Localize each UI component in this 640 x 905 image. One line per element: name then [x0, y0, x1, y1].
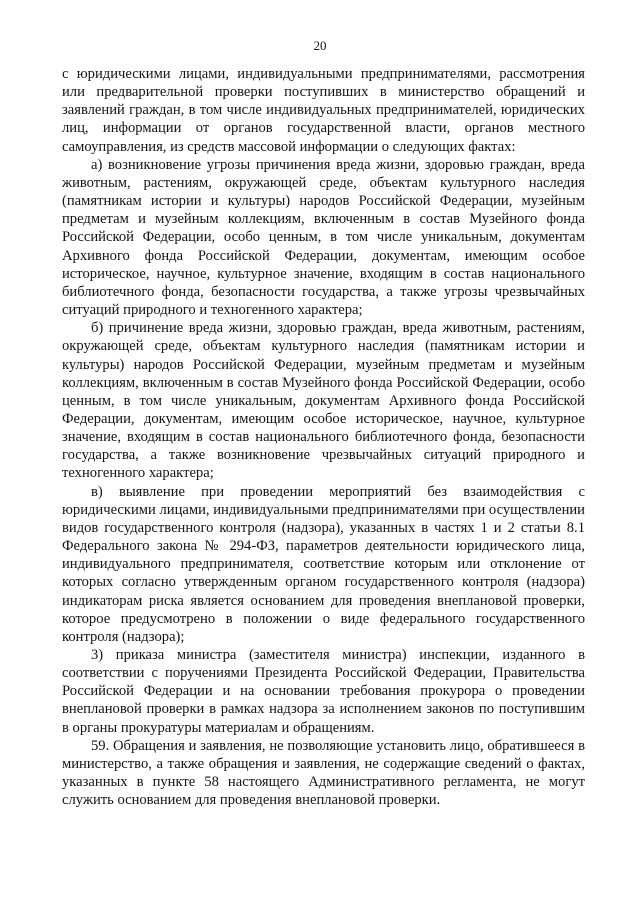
- paragraph-item-a: а) возникновение угрозы причинения вреда жизни, здоровью граждан, вреда животным, растениям, окружающей среде, объектам культурного наследия (памятникам истории и культуры) народов Российской Федерации, музейным предметам и музейным коллекциям, включенным в состав Музейного фонда Российской Федерации, особо ценным, в том числе уникальным, документам Архивного фонда Российской Федерации, документам, имеющим особое историческое, научное, культурное значение, входящим в состав национального библиотечного фонда, безопасности государства, а также угрозы чрезвычайных ситуаций природного и техногенного характера;: [62, 156, 585, 319]
- document-body: [62, 65, 585, 809]
- paragraph-item-v: в) выявление при проведении мероприятий без взаимодействия с юридическими лицами, индивидуальными предпринимателями при осуществлении видов государственного контроля (надзора), указанных в частях 1 и 2 статьи 8.1 Федерального закона № 294-ФЗ, параметров деятельности юридического лица, индивидуального предпринимателя, соответствие которым или отклонение от которых согласно утвержденным органом государственного контроля (надзора) индикаторам риска является основанием для проведения внеплановой проверки, которое предусмотрено в положении о виде федерального государственного контроля (надзора);: [62, 483, 585, 645]
- paragraph-item-59: 59. Обращения и заявления, не позволяющие установить лицо, обратившееся в министерство, а также обращения и заявления, не содержащие сведений о фактах, указанных в пункте 58 настоящего Административного регламента, не могут служить основанием для проведения внеплановой проверки.: [62, 737, 585, 809]
- page-number: 20: [313, 38, 327, 53]
- paragraph-continuation: с юридическими лицами, индивидуальными предпринимателями, рассмотрения или предварительной проверки поступивших в министерство обращений и заявлений граждан, в том числе индивидуальных предпринимателей, юридических лиц, информации от органов государственной власти, органов местного самоуправления, из средств массовой информации о следующих фактах:: [62, 66, 585, 155]
- paragraph-item-3: 3) приказа министра (заместителя министра) инспекции, изданного в соответствии с поручениями Президента Российской Федерации, Правительства Российской Федерации и на основании требования прокурора о проведении внеплановой проверки в рамках надзора за исполнением законов по поступившим в органы прокуратуры материалам и обращениям.: [62, 647, 585, 736]
- paragraph-item-b: б) причинение вреда жизни, здоровью граждан, вреда животным, растениям, окружающей среде, объектам культурного наследия (памятникам истории и культуры) народов Российской Федерации, музейным предметам и музейным коллекциям, включенным в состав Музейного фонда Российской Федерации, особо ценным, в том числе уникальным, документам Архивного фонда Российской Федерации, документам, имеющим особое историческое, научное, культурное значение, входящим в состав национального библиотечного фонда, безопасности государства, а также возникновение чрезвычайных ситуаций природного и техногенного характера;: [62, 320, 585, 482]
